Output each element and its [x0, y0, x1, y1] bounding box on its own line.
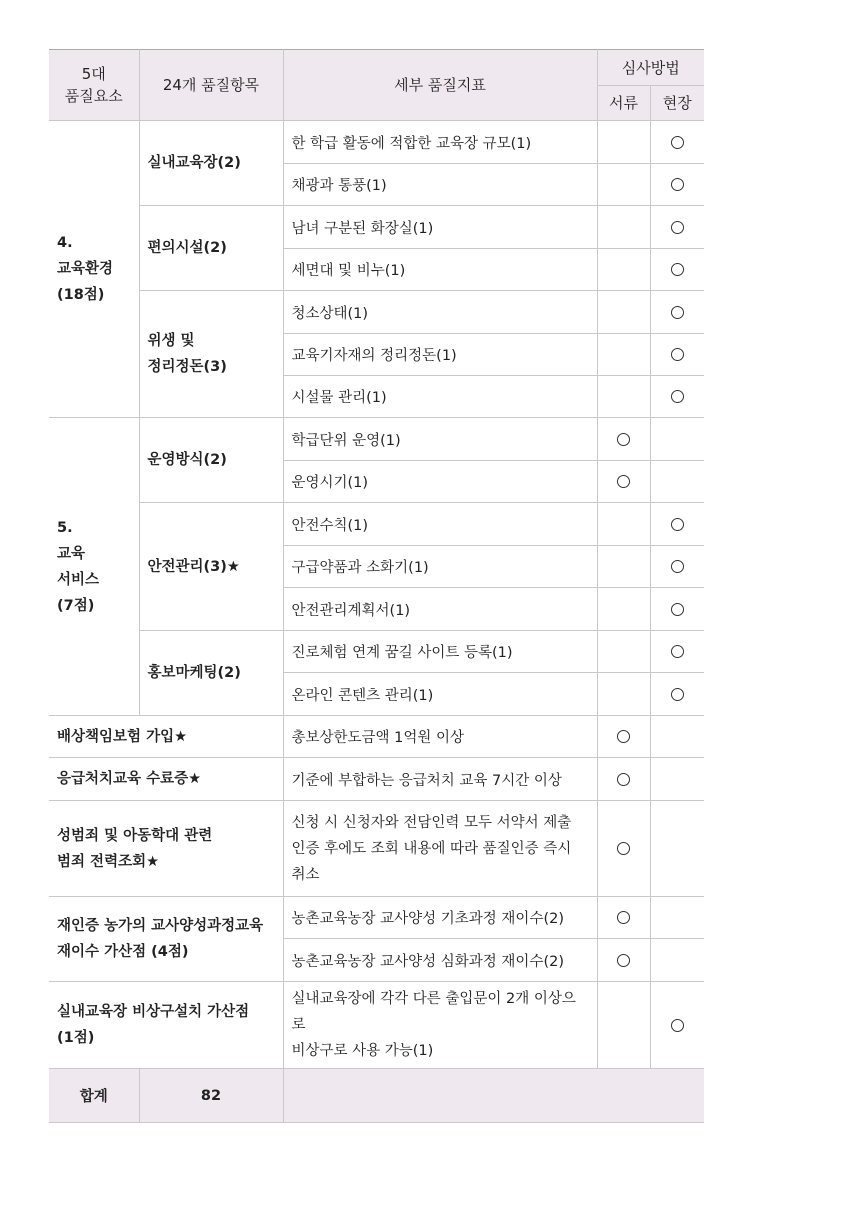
- total-empty: [283, 1069, 704, 1123]
- table-row: [49, 758, 704, 801]
- item-cell: 위생 및 정리정돈(3): [139, 291, 283, 418]
- site-mark: [650, 801, 704, 897]
- table-row: [49, 503, 704, 546]
- indicator-cell: 채광과 통풍(1): [283, 164, 597, 206]
- circle-mark-icon: [671, 1019, 684, 1032]
- site-mark: [650, 418, 704, 461]
- header-element: 5대 품질요소: [49, 50, 139, 121]
- circle-mark-icon: [671, 348, 684, 361]
- circle-mark-icon: [671, 688, 684, 701]
- docs-mark: [597, 588, 650, 631]
- site-mark: [650, 546, 704, 588]
- site-mark: [650, 503, 704, 546]
- circle-mark-icon: [671, 306, 684, 319]
- total-row: [49, 1069, 704, 1123]
- indicator-cell: 실내교육장에 각각 다른 출입문이 2개 이상으로 비상구로 사용 가능(1): [283, 982, 597, 1069]
- quality-criteria-table: [49, 49, 704, 1123]
- docs-mark: [597, 164, 650, 206]
- item-cell: 실내교육장(2): [139, 121, 283, 206]
- circle-mark-icon: [617, 433, 630, 446]
- indicator-cell: 농촌교육농장 교사양성 심화과정 재이수(2): [283, 939, 597, 982]
- site-mark: [650, 376, 704, 418]
- docs-mark: [597, 291, 650, 334]
- indicator-cell: 기준에 부합하는 응급처치 교육 7시간 이상: [283, 758, 597, 801]
- circle-mark-icon: [671, 178, 684, 191]
- circle-mark-icon: [617, 842, 630, 855]
- indicator-cell: 진로체험 연계 꿈길 사이트 등록(1): [283, 631, 597, 673]
- site-mark: [650, 897, 704, 939]
- circle-mark-icon: [617, 730, 630, 743]
- indicator-cell: 한 학급 활동에 적합한 교육장 규모(1): [283, 121, 597, 164]
- docs-mark: [597, 461, 650, 503]
- docs-mark: [597, 206, 650, 249]
- item-cell: 홍보마케팅(2): [139, 631, 283, 716]
- table-row: [49, 897, 704, 939]
- header-items: 24개 품질항목: [139, 50, 283, 121]
- circle-mark-icon: [671, 136, 684, 149]
- docs-mark: [597, 897, 650, 939]
- docs-mark: [597, 249, 650, 291]
- extra-item-cell: 응급처치교육 수료증★: [49, 758, 283, 801]
- indicator-cell: 안전수칙(1): [283, 503, 597, 546]
- extra-item-cell: 재인증 농가의 교사양성과정교육 재이수 가산점 (4점): [49, 897, 283, 982]
- extra-item-cell: 성범죄 및 아동학대 관련 범죄 전력조회★: [49, 801, 283, 897]
- table-row: [49, 801, 704, 897]
- site-mark: [650, 164, 704, 206]
- indicator-cell: 시설물 관리(1): [283, 376, 597, 418]
- indicator-cell: 교육기자재의 정리정돈(1): [283, 334, 597, 376]
- site-mark: [650, 716, 704, 758]
- indicator-cell: 남녀 구분된 화장실(1): [283, 206, 597, 249]
- site-mark: [650, 121, 704, 164]
- circle-mark-icon: [617, 954, 630, 967]
- site-mark: [650, 461, 704, 503]
- indicator-cell: 안전관리계획서(1): [283, 588, 597, 631]
- header-docs: 서류: [597, 86, 650, 121]
- indicator-cell: 운영시기(1): [283, 461, 597, 503]
- indicator-cell: 구급약품과 소화기(1): [283, 546, 597, 588]
- docs-mark: [597, 673, 650, 716]
- site-mark: [650, 939, 704, 982]
- indicator-cell: 농촌교육농장 교사양성 기초과정 재이수(2): [283, 897, 597, 939]
- docs-mark: [597, 631, 650, 673]
- circle-mark-icon: [671, 560, 684, 573]
- site-mark: [650, 334, 704, 376]
- site-mark: [650, 758, 704, 801]
- extra-item-cell: 배상책임보험 가입★: [49, 716, 283, 758]
- circle-mark-icon: [617, 475, 630, 488]
- docs-mark: [597, 716, 650, 758]
- docs-mark: [597, 418, 650, 461]
- indicator-cell: 총보상한도금액 1억원 이상: [283, 716, 597, 758]
- indicator-cell: 온라인 콘텐츠 관리(1): [283, 673, 597, 716]
- table-row: [49, 418, 704, 461]
- circle-mark-icon: [671, 221, 684, 234]
- table-row: [49, 291, 704, 334]
- circle-mark-icon: [671, 263, 684, 276]
- docs-mark: [597, 546, 650, 588]
- docs-mark: [597, 758, 650, 801]
- site-mark: [650, 249, 704, 291]
- site-mark: [650, 673, 704, 716]
- indicator-cell: 청소상태(1): [283, 291, 597, 334]
- header-indicators: 세부 품질지표: [283, 50, 597, 121]
- docs-mark: [597, 939, 650, 982]
- total-value: 82: [139, 1069, 283, 1123]
- element-cell: 5. 교육 서비스 (7점): [49, 418, 139, 716]
- table-row: [49, 631, 704, 673]
- table-row: [49, 982, 704, 1069]
- site-mark: [650, 588, 704, 631]
- item-cell: 안전관리(3)★: [139, 503, 283, 631]
- docs-mark: [597, 334, 650, 376]
- site-mark: [650, 206, 704, 249]
- indicator-cell: 세면대 및 비누(1): [283, 249, 597, 291]
- site-mark: [650, 631, 704, 673]
- element-cell: 4. 교육환경 (18점): [49, 121, 139, 418]
- item-cell: 편의시설(2): [139, 206, 283, 291]
- circle-mark-icon: [617, 773, 630, 786]
- docs-mark: [597, 982, 650, 1069]
- extra-item-cell: 실내교육장 비상구설치 가산점 (1점): [49, 982, 283, 1069]
- circle-mark-icon: [617, 911, 630, 924]
- site-mark: [650, 982, 704, 1069]
- table-row: [49, 716, 704, 758]
- item-cell: 운영방식(2): [139, 418, 283, 503]
- indicator-cell: 학급단위 운영(1): [283, 418, 597, 461]
- site-mark: [650, 291, 704, 334]
- docs-mark: [597, 121, 650, 164]
- circle-mark-icon: [671, 645, 684, 658]
- docs-mark: [597, 376, 650, 418]
- circle-mark-icon: [671, 603, 684, 616]
- total-label: 합계: [49, 1069, 139, 1123]
- circle-mark-icon: [671, 518, 684, 531]
- table-row: [49, 121, 704, 164]
- circle-mark-icon: [671, 390, 684, 403]
- table-row: [49, 206, 704, 249]
- indicator-cell: 신청 시 신청자와 전담인력 모두 서약서 제출 인증 후에도 조회 내용에 따라 품질인증 즉시 취소: [283, 801, 597, 897]
- header-site: 현장: [650, 86, 704, 121]
- header-method: 심사방법: [597, 50, 704, 86]
- docs-mark: [597, 801, 650, 897]
- docs-mark: [597, 503, 650, 546]
- table-body: [49, 121, 704, 1123]
